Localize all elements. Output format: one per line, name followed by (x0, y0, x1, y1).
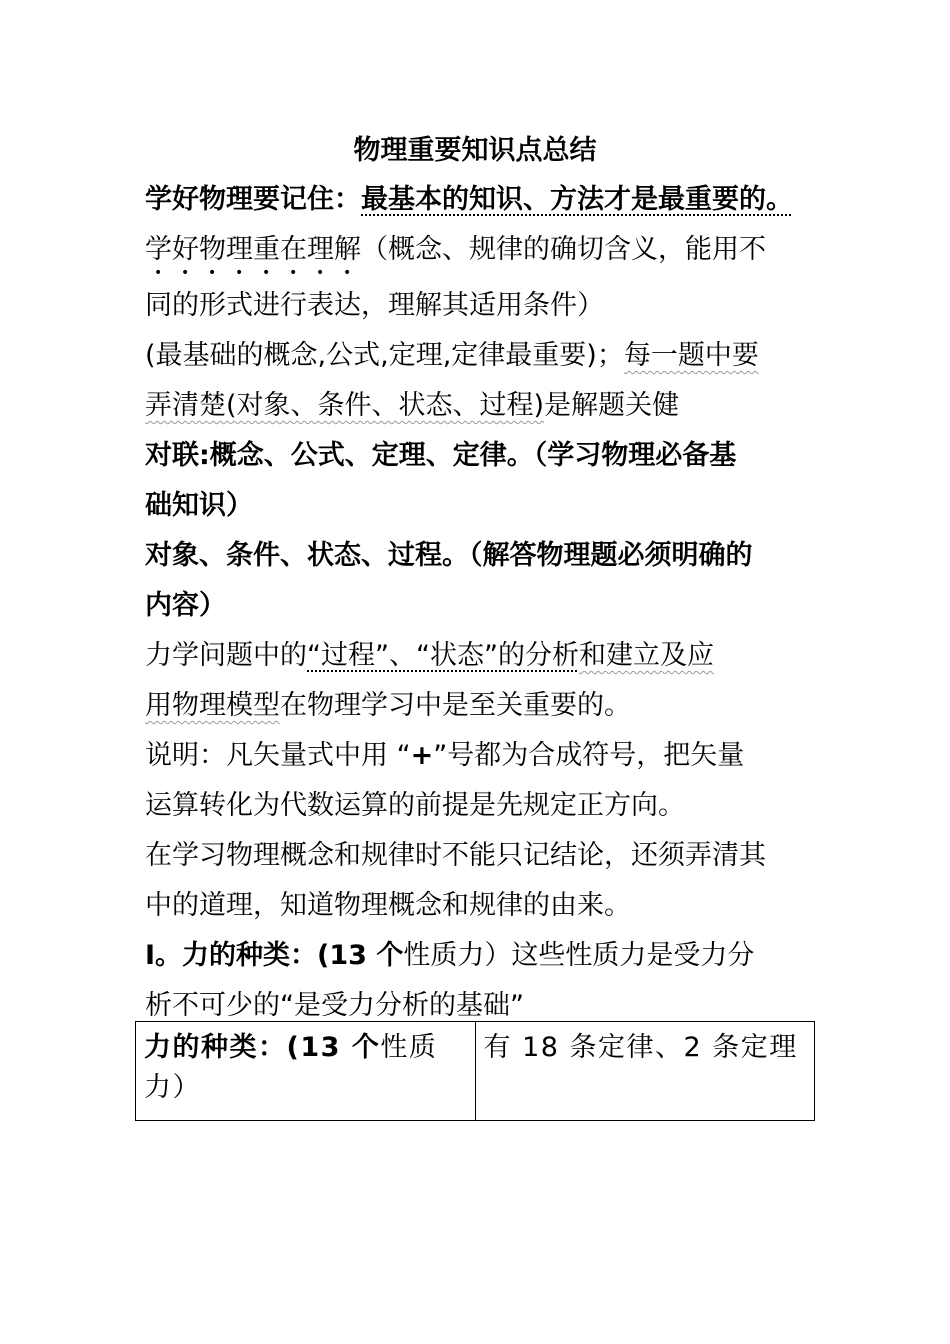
paragraph-key-principle (145, 175, 825, 225)
forces-heading-rest: 性质力）这些性质力是受力分 (403, 940, 755, 971)
couplet-line1: 对联:概念、公式、定理、定律。（学习物理必备基 (145, 440, 737, 471)
paragraph-learning-line1: 在学习物理概念和规律时不能只记结论，还须弄清其 (145, 840, 766, 871)
document-body (145, 175, 825, 1031)
page-title: 物理重要知识点总结 (353, 135, 597, 166)
cell-kinds-bold: 力的种类：(13 个 (144, 1032, 381, 1063)
mechanics-emphasis: “过程”、“状态”的分析 (307, 640, 579, 671)
paragraph-basics-line1 (145, 331, 825, 381)
paragraph-understanding-line2: 同的形式进行表达，理解其适用条件） (145, 290, 604, 321)
note-plus: + (410, 740, 434, 771)
couplet-line2: 础知识） (145, 490, 253, 521)
paragraph-learning-line2: 中的道理，知道物理概念和规律的由来。 (145, 890, 631, 921)
paragraph-note-line2: 运算转化为代数运算的前提是先规定正方向。 (145, 790, 685, 821)
cell-kinds-rest: 性质力） (144, 1032, 438, 1103)
basics-wavy: 每一题中要 (623, 340, 759, 371)
mechanics-text-c: 和建立及应 (578, 640, 714, 671)
mechanics-text-a: 力学问题中的 (145, 640, 307, 671)
understanding-rest: （概念、规律的确切含义，能用不 (361, 234, 766, 265)
basics-wavy-2: 弄清楚(对象、条件、状态、过程) (145, 390, 545, 421)
mechanics-rest: 在物理学习中是至关重要的。 (280, 690, 631, 721)
note-text-b: ”号都为合成符号，把矢量 (433, 740, 745, 771)
couplet-line3: 对象、条件、状态、过程。（解答物理题必须明确的 (145, 540, 753, 571)
principle-label: 学好物理要记住： (145, 184, 361, 215)
paragraph-note-line1 (145, 731, 825, 781)
section-forces-line1 (145, 931, 825, 981)
paragraph-basics-line2 (145, 381, 825, 431)
couplet-line4: 内容） (145, 590, 226, 621)
paragraph-understanding-line1 (145, 225, 825, 281)
section-forces-line2: 析不可少的“是受力分析的基础” (145, 990, 524, 1021)
forces-heading: Ⅰ。力的种类：(13 个 (145, 940, 404, 971)
table-row (136, 1022, 815, 1121)
understanding-emphasis: 学好物理重在理解 (145, 234, 361, 265)
table-cell-laws: 有 18 条定律、2 条定理 (475, 1022, 815, 1121)
mechanics-model: 用物理模型 (145, 690, 280, 721)
basics-text: (最基础的概念,公式,定理,定律最重要)； (145, 340, 624, 371)
basics-key: 是解题关健 (544, 390, 680, 421)
paragraph-mechanics-line2 (145, 681, 825, 731)
table-cell-kinds (136, 1022, 476, 1121)
forces-table (135, 1021, 815, 1121)
principle-emphasis: 最基本的知识、方法才是最重要的。 (361, 184, 793, 215)
paragraph-mechanics-line1 (145, 631, 825, 681)
note-text-a: 说明：凡矢量式中用 “ (145, 740, 411, 771)
